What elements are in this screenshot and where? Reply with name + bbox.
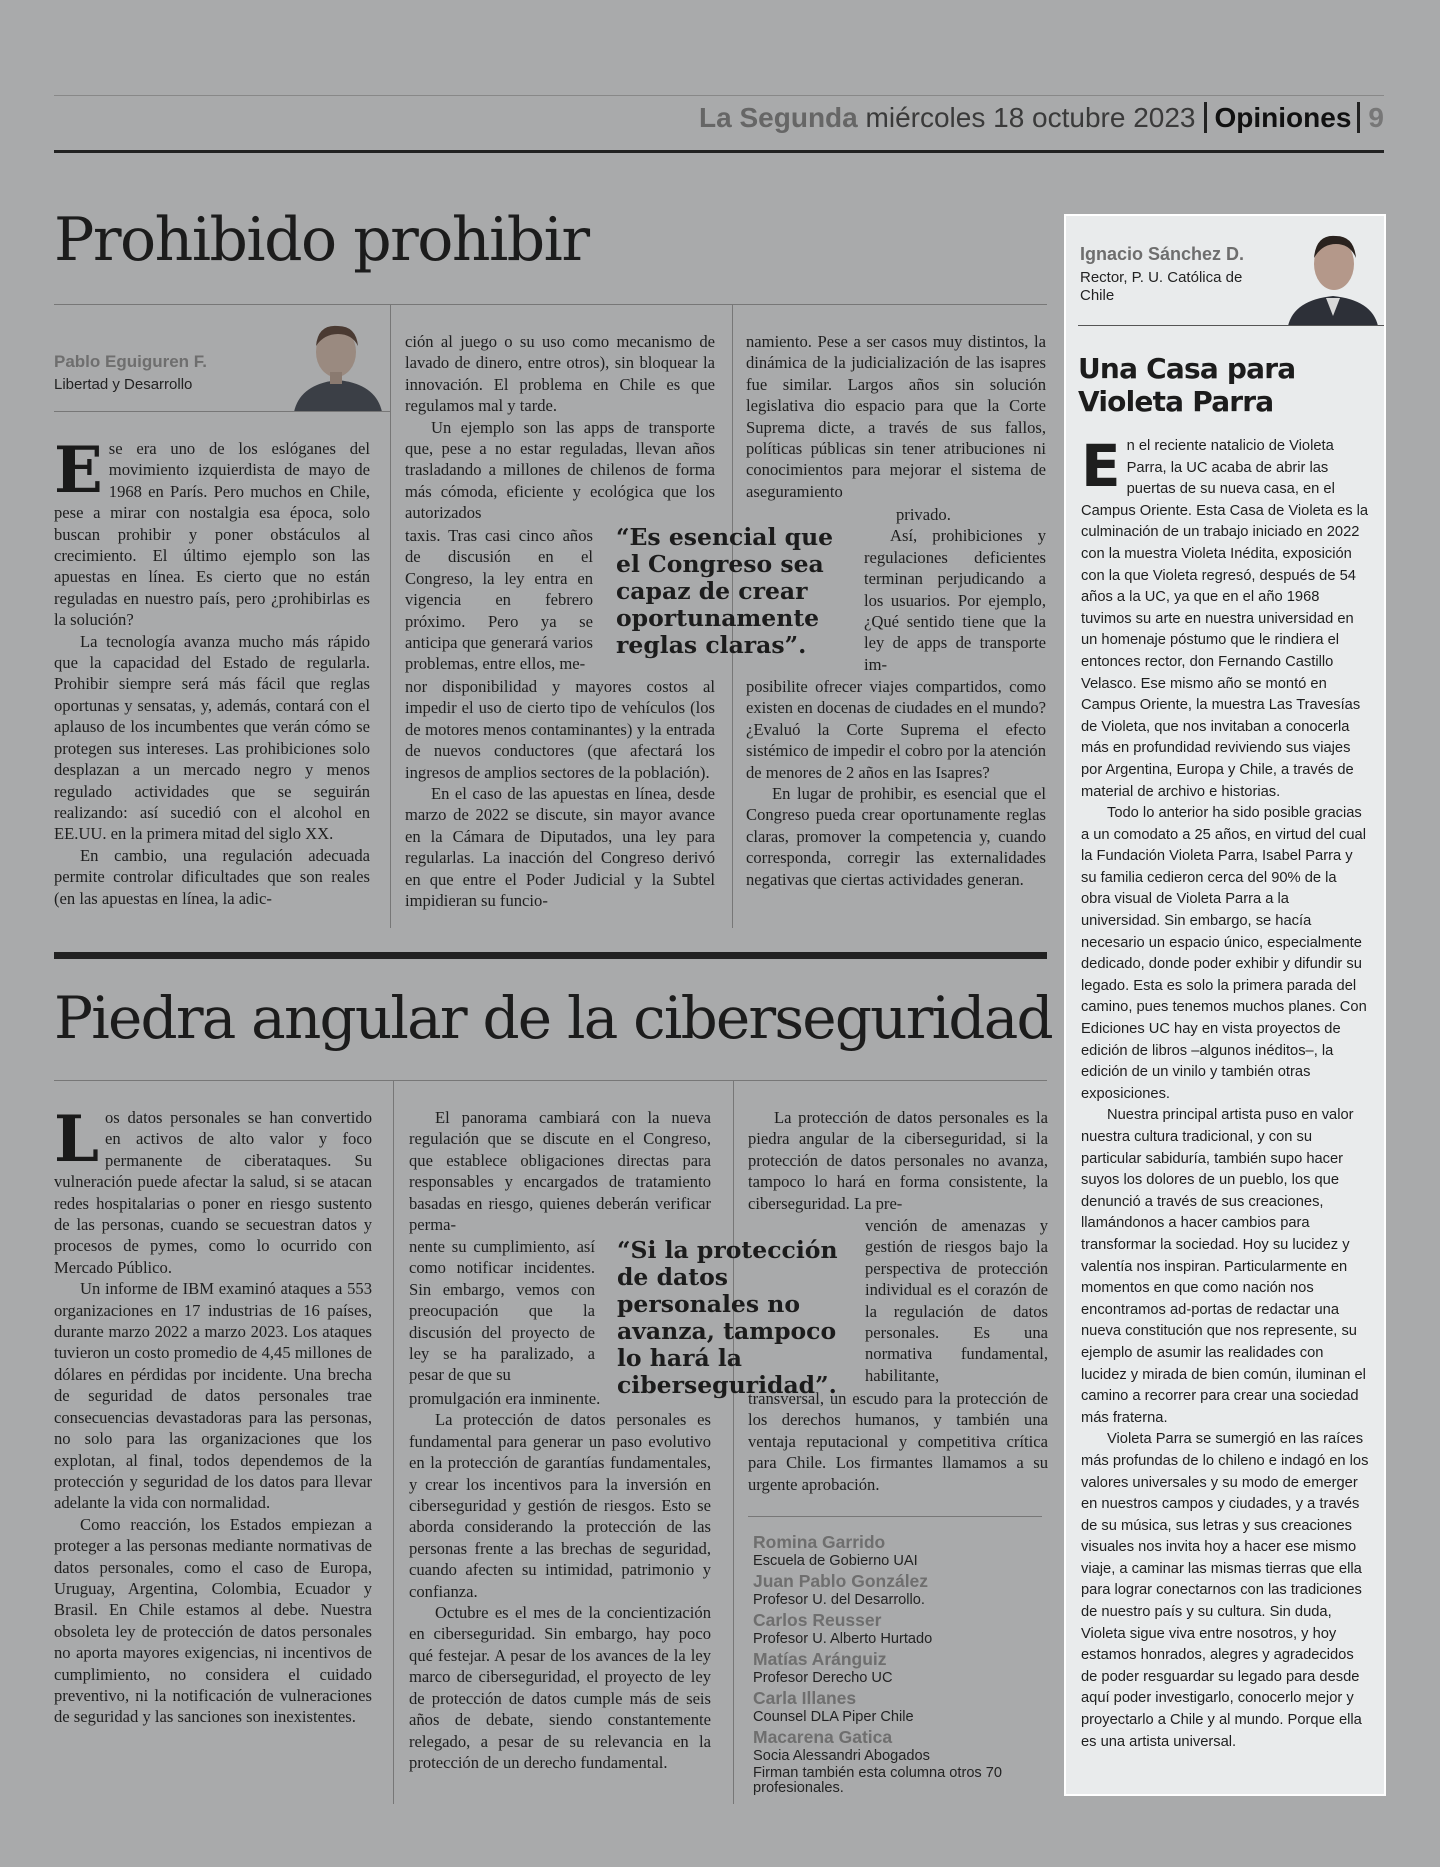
- signer-name: Matías Aránguiz: [753, 1649, 887, 1669]
- signers-note: Firman también esta columna otros 70 profesionales.: [753, 1765, 1003, 1796]
- article-column-1: [54, 433, 370, 909]
- pull-quote: “Si la protección de datos personales no avanza, tampoco lo hará la ciberseguridad”.: [617, 1236, 838, 1399]
- signer-role: Escuela de Gobierno UAI: [753, 1553, 918, 1569]
- author-name: Pablo Eguiguren F.: [54, 352, 208, 371]
- article-column-2-bottom: [405, 676, 715, 911]
- paragraph: vención de amenazas y gestión de riesgos bajo la perspectiva de protección individual es el corazón de la regulación de datos personales. Es una normativa fundamental, habilitante,: [865, 1216, 1048, 1385]
- masthead: [699, 98, 1384, 138]
- article-column-2-narrow: [409, 1236, 595, 1386]
- paragraph: privado.: [896, 505, 951, 524]
- paragraph: Los datos personales se han convertido en activos de alto valor y foco permanente de ciberataques. Su vulneración puede afectar la salud, si se atacan redes hospitalarias o poner en riesgo sustento de las personas, cuando se secuestran datos y procesos de pymes, como lo ocurrido con Mercado Público.: [54, 1102, 372, 1277]
- signer-name: Carlos Reusser: [753, 1610, 882, 1630]
- article-column-3-narrow: [864, 504, 1046, 675]
- signer-name: Macarena Gatica: [753, 1727, 893, 1747]
- sidebar-body: [1081, 432, 1369, 1753]
- paragraph: Nuestra principal artista puso en valor nuestra cultura tradicional, y con su particular sabiduría, también supo hacer suyos los dolores de un pueblo, los que denunció a través de sus creaciones, llamándonos a hacer cambios para transformar la sociedad. Hoy su lucidez y valentía nos inspiran. Particularmente en momentos en que como nación nos encontramos ad-portas de redactar una nueva constitución que nos represente, su ejemplo de asumir las realidades con lucidez y mirada de bien común, iluminan el camino a recorrer para crear una sociedad más fraterna.: [1081, 1107, 1366, 1426]
- paragraph: El panorama cambiará con la nueva regulación que se discute en el Congreso, que establece obligaciones directas para responsables y encargados de tratamiento basadas en riesgo, quienes deberán verificar perma-: [409, 1108, 711, 1235]
- signer-role: Socia Alessandri Abogados: [753, 1748, 930, 1764]
- paragraph: ción al juego o su uso como mecanismo de lavado de dinero, entre otros), sin bloquear la innovación. El problema en Chile es que regulamos mal y tarde.: [405, 332, 715, 416]
- drop-cap: E: [54, 433, 103, 508]
- paragraph: Ese era uno de los eslóganes del movimiento izquierdista de mayo de 1968 en París. Pero muchos en Chile, pese a mirar con nostalgia esa época, solo buscan prohibir y poner obstáculos al crecimiento. El último ejemplo son las apuestas en línea. Es cierto que no están reguladas en nuestro país, pero ¿prohibirlas es la solución?: [54, 433, 370, 630]
- paragraph: En cambio, una regulación adecuada permite controlar dificultades que son reales (en las apuestas en línea, la adic-: [54, 845, 370, 908]
- paragraph: Violeta Parra se sumergió en las raíces más profundas de lo chileno e indagó en los valores universales y su modo de emerger en nuestros campos y ciudades, y a través de su música, sus letras y sus creaciones visuales nos invita hoy a hacer ese mismo viaje, a caminar las mismas tierras que ella para lograr conectarnos con las tradiciones de nuestro país y su cultura. Sin duda, Violeta sigue viva entre nosotros, y hoy estamos honrados, alegres y agradecidos de poder resguardar su legado para desde aquí poder investigarlo, conocerlo mejor y proyectarlo a Chile y al mundo. Porque ella es una artista universal.: [1081, 1431, 1369, 1750]
- column-divider: [393, 1080, 394, 1804]
- signers-rule: [748, 1516, 1042, 1517]
- paragraph: Todo lo anterior ha sido posible gracias a un comodato a 25 años, en virtud del cual la Fundación Violeta Parra, Isabel Parra y su familia cedieron cerca del 90% de la obra visual de Violeta Parra a la universidad. Sin embargo, se hacía necesario un espacio único, especialmente dedicado, donde poder exhibir y difundir su legado. Esta es solo la primera parada del camino, pues tenemos muchos planes. Con Ediciones UC hay en vista proyectos de edición de libros –algunos inéditos–, la edición de un vinilo y también otras exposiciones.: [1081, 805, 1367, 1102]
- paragraph: taxis. Tras casi cinco años de discusión en el Congreso, la ley entra en vigencia en febrero próximo. Pero ya se anticipa que generará varios problemas, entre ellos, me-: [405, 526, 593, 674]
- author-block: [54, 352, 284, 393]
- article-column-3-bottom: [748, 1388, 1048, 1495]
- paragraph: posibilite ofrecer viajes compartidos, como existen en docenas de ciudades en el mundo? ¿Evaluó la Corte Suprema el efecto sistémico de impedir el cobro por la atención de menores de 2 años en las Isapres?: [746, 677, 1046, 782]
- article-title: Piedra angular de la ciberseguridad: [54, 984, 1052, 1052]
- signer-role: Profesor U. del Desarrollo.: [753, 1592, 925, 1608]
- signer-name: Juan Pablo González: [753, 1571, 929, 1591]
- article-column-1: [54, 1102, 372, 1728]
- article-title: Prohibido prohibir: [54, 205, 589, 275]
- paragraph: Un ejemplo son las apps de transporte que, pese a no estar reguladas, llevan años trasladando a millones de chilenos de forma más cómoda, eficiente y ecológica que los autorizados: [405, 417, 715, 523]
- paragraph: En el caso de las apuestas en línea, desde marzo de 2022 se discute, sin mayor avance en la Cámara de Diputados, una ley para regularlas. La inacción del Congreso derivó en que entre el Poder Judicial y la Subtel impidieran su funcio-: [405, 784, 715, 911]
- article-separator: [54, 952, 1047, 959]
- paragraph: La protección de datos personales es fundamental para generar un paso evolutivo en la protección de garantías fundamentales, y crear los incentivos para la inversión en ciberseguridad y gestión de riesgos. Esto se aborda considerando la protección de las personas frente a las brechas de seguridad, cuando afecten su intimidad, patrimonio y confianza.: [409, 1410, 711, 1601]
- paragraph: Octubre es el mes de la concientización en ciberseguridad. Sin embargo, hay poco qué festejar. A pesar de los avances de la ley marco de ciberseguridad, el proyecto de ley de protección de datos cumple más de seis años de debate, siendo constantemente relegado, a pesar de su relevancia en la protección de un derecho fundamental.: [409, 1603, 711, 1772]
- sidebar-author-block: [1080, 244, 1276, 305]
- pull-quote: “Es esencial que el Congreso sea capaz de crear oportunamente reglas claras”.: [616, 523, 834, 659]
- article-column-2-bottom: [409, 1388, 711, 1773]
- paragraph: En el reciente natalicio de Violeta Parra, la UC acaba de abrir las puertas de su nueva casa, en el Campus Oriente. Esta Casa de Violeta es la culminación de un trabajo iniciado en 2022 con la muestra Violeta Inédita, exposición con la que Violeta regresó, después de 54 años a la UC, ya que en el año 1968 tuvimos su arte en nuestra universidad en un homenaje póstumo que le rindiera el entonces rector, don Fernando Castillo Velasco. Ese mismo año se montó en Campus Oriente, la muestra Las Travesías de Violeta, que nos invitaban a conocerla más en profundidad reviviendo sus viajes por Argentina, Europa y Chile, a través de material de archivo e historias.: [1081, 432, 1369, 800]
- author-photo: [1284, 220, 1382, 326]
- drop-cap: L: [54, 1102, 99, 1177]
- paragraph: transversal, un escudo para la protección de los derechos humanos, y también una ventaja reputacional y competitiva crítica para Chile. Los firmantes llamamos a su urgente aprobación.: [748, 1389, 1048, 1494]
- article-column-2: [405, 331, 715, 524]
- paragraph: Como reacción, los Estados empiezan a proteger a las personas mediante normativas de datos personales, como el caso de Europa, Uruguay, Argentina, Colombia, Ecuador y Brasil. En Chile estamos al debe. Nuestra obsoleta ley de protección de datos personales no aporta mayores exigencias, ni incentivos de cumplimiento, no considera el cuidado preventivo, ni la notificación de vulneraciones de seguridad y las sanciones son inexistentes.: [54, 1514, 372, 1727]
- paragraph: nente su cumplimiento, así como notificar incidentes. Sin embargo, vemos con preocupación que la discusión del proyecto de ley se ha paralizado, a pesar de que su: [409, 1237, 595, 1385]
- author-photo: [286, 314, 390, 412]
- article-column-3-narrow: [865, 1215, 1048, 1386]
- paragraph: Un informe de IBM examinó ataques a 553 organizaciones en 17 industrias de 16 países, durante marzo 2022 a marzo 2023. Los ataques tuvieron un costo promedio de 4,45 millones de dólares en pérdidas por incidente. Una brecha de seguridad de datos personales trae consecuencias devastadoras para las personas, no solo para las organizaciones que los explotan, al final, todos dependemos de la protección y seguridad de los datos para llevar adelante la vida con normalidad.: [54, 1279, 372, 1513]
- column-divider: [733, 1080, 734, 1804]
- section-name: Opiniones: [1204, 102, 1352, 133]
- article-column-2-narrow: [405, 525, 593, 675]
- sidebar-title: Una Casa para Violeta Parra: [1078, 352, 1296, 418]
- signer-role: Counsel DLA Piper Chile: [753, 1709, 914, 1725]
- header-top-rule: [54, 95, 1384, 96]
- article-column-3: [746, 331, 1046, 502]
- column-divider: [390, 304, 391, 928]
- signer-role: Profesor Derecho UC: [753, 1670, 893, 1686]
- sidebar-byline-rule: [1078, 325, 1384, 326]
- paragraph: La tecnología avanza mucho más rápido que la capacidad del Estado de regularla. Prohibir siempre será más fácil que reglas oportunas y sensatas, y, además, contará con el aplauso de los incumbentes que verán cómo se protegen sus intereses. Las prohibiciones solo desplazan a un mercado negro y menos regulado actividades que se seguirán realizando: así sucedió con el alcohol en EE.UU. en la primera mitad del siglo XX.: [54, 631, 370, 844]
- header-bottom-rule: [54, 150, 1384, 153]
- title-rule: [54, 1080, 1047, 1081]
- paragraph: Así, prohibiciones y regulaciones deficientes terminan perjudicando a los usuarios. Por ejemplo, ¿Qué sentido tiene que la ley de apps de transporte im-: [864, 526, 1046, 674]
- drop-cap: E: [1081, 432, 1121, 500]
- author-role: Rector, P. U. Católica de Chile: [1080, 269, 1243, 304]
- title-rule: [54, 304, 1047, 305]
- article-column-2: [409, 1107, 711, 1235]
- byline-rule: [54, 411, 390, 412]
- signers-list: [753, 1532, 1047, 1796]
- author-role: Libertad y Desarrollo: [54, 376, 193, 393]
- article-column-3-bottom: [746, 676, 1046, 890]
- paragraph: En lugar de prohibir, es esencial que el Congreso pueda crear oportunamente reglas claras, promover la competencia y, cuando corresponda, corregir las externalidades negativas que ciertas actividades generan.: [746, 784, 1046, 889]
- signer-role: Profesor U. Alberto Hurtado: [753, 1631, 933, 1647]
- page-number: 9: [1357, 102, 1384, 133]
- article-column-3: [748, 1107, 1048, 1214]
- paragraph: namiento. Pese a ser casos muy distintos, la dinámica de la judicialización de las isapres fue similar. Largos años sin solución legislativa dio espacio para que la Corte Suprema dicte, a través de sus fallos, políticas públicas sin tener atribuciones ni conocimientos para mejorar el sistema de aseguramiento: [746, 332, 1046, 501]
- paragraph: La protección de datos personales es la piedra angular de la ciberseguridad, si la protección de datos personales no avanza, tampoco lo hará en forma consistente, la ciberseguridad. La pre-: [748, 1108, 1048, 1213]
- signer-name: Romina Garrido: [753, 1532, 886, 1552]
- issue-date: miércoles 18 octubre 2023: [865, 102, 1196, 133]
- author-name: Ignacio Sánchez D.: [1080, 244, 1245, 264]
- signer-name: Carla Illanes: [753, 1688, 857, 1708]
- paragraph: promulgación era inminente.: [409, 1389, 601, 1408]
- newspaper-name: La Segunda: [699, 102, 858, 133]
- paragraph: nor disponibilidad y mayores costos al impedir el uso de cierto tipo de vehículos (los de motores menos contaminantes) y la entrada de nuevos conductores (que afectará los ingresos de amplios sectores de la población).: [405, 677, 715, 782]
